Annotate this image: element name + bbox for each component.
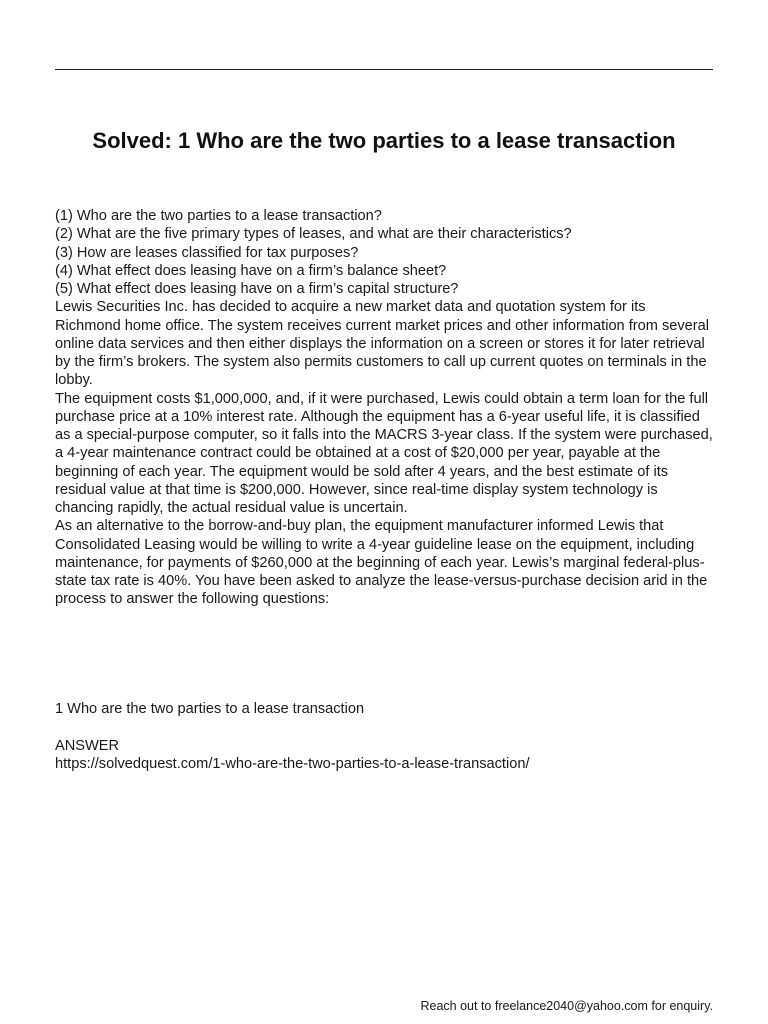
question-3: (3) How are leases classified for tax purposes? bbox=[55, 244, 359, 261]
page-title: Solved: 1 Who are the two parties to a lease transaction bbox=[92, 128, 676, 153]
question-heading: 1 Who are the two parties to a lease transaction bbox=[55, 701, 365, 717]
header-rule bbox=[55, 69, 713, 70]
footer-contact: Reach out to freelance2040@yahoo.com for enquiry. bbox=[420, 999, 713, 1013]
paragraph-company-background: Lewis Securities Inc. has decided to acquire a new market data and quotation system for its Richmond home office. The system receives current market prices and other information from several online data services and then either displays the information on a screen or stores it for later retrieval by the firm’s brokers. The system also permits customers to call up current quotes on terminals in the lobby. bbox=[55, 299, 710, 389]
paragraph-lease-alternative: As an alternative to the borrow-and-buy plan, the equipment manufacturer informed Lewis that Consolidated Leasing would be willing to write a 4-year guideline lease on the equipment, including maintenance, for payments of $260,000 at the beginning of each year. Lewis’s marginal federal-plus-state tax rate is 40%. You have been asked to analyze the lease-versus-purchase decision arid in the process to answer the following questions: bbox=[55, 518, 708, 608]
answer-label: ANSWER bbox=[55, 738, 120, 754]
question-1: (1) Who are the two parties to a lease transaction? bbox=[55, 208, 382, 224]
question-5: (5) What effect does leasing have on a firm’s capital structure? bbox=[55, 281, 459, 297]
document-body bbox=[55, 207, 715, 609]
paragraph-equipment-costs: The equipment costs $1,000,000, and, if it were purchased, Lewis could obtain a term loan for the full purchase price at a 10% interest rate. Although the equipment has a 6-year useful life, it is classified as a special-purpose computer, so it falls into the MACRS 3-year class. If the system were purchased, a 4-year maintenance contract could be obtained at a cost of $20,000 per year, payable at the beginning of each year. The equipment would be sold after 4 years, and the best estimate of its residual value at that time is $200,000. However, since real-time display system technology is chancing rapidly, the actual residual value is uncertain. bbox=[55, 390, 713, 516]
question-2: (2) What are the five primary types of leases, and what are their characteristics? bbox=[55, 226, 572, 243]
question-4: (4) What effect does leasing have on a firm’s balance sheet? bbox=[55, 262, 447, 279]
answer-link[interactable]: https://solvedquest.com/1-who-are-the-two-parties-to-a-lease-transaction/ bbox=[55, 756, 530, 772]
